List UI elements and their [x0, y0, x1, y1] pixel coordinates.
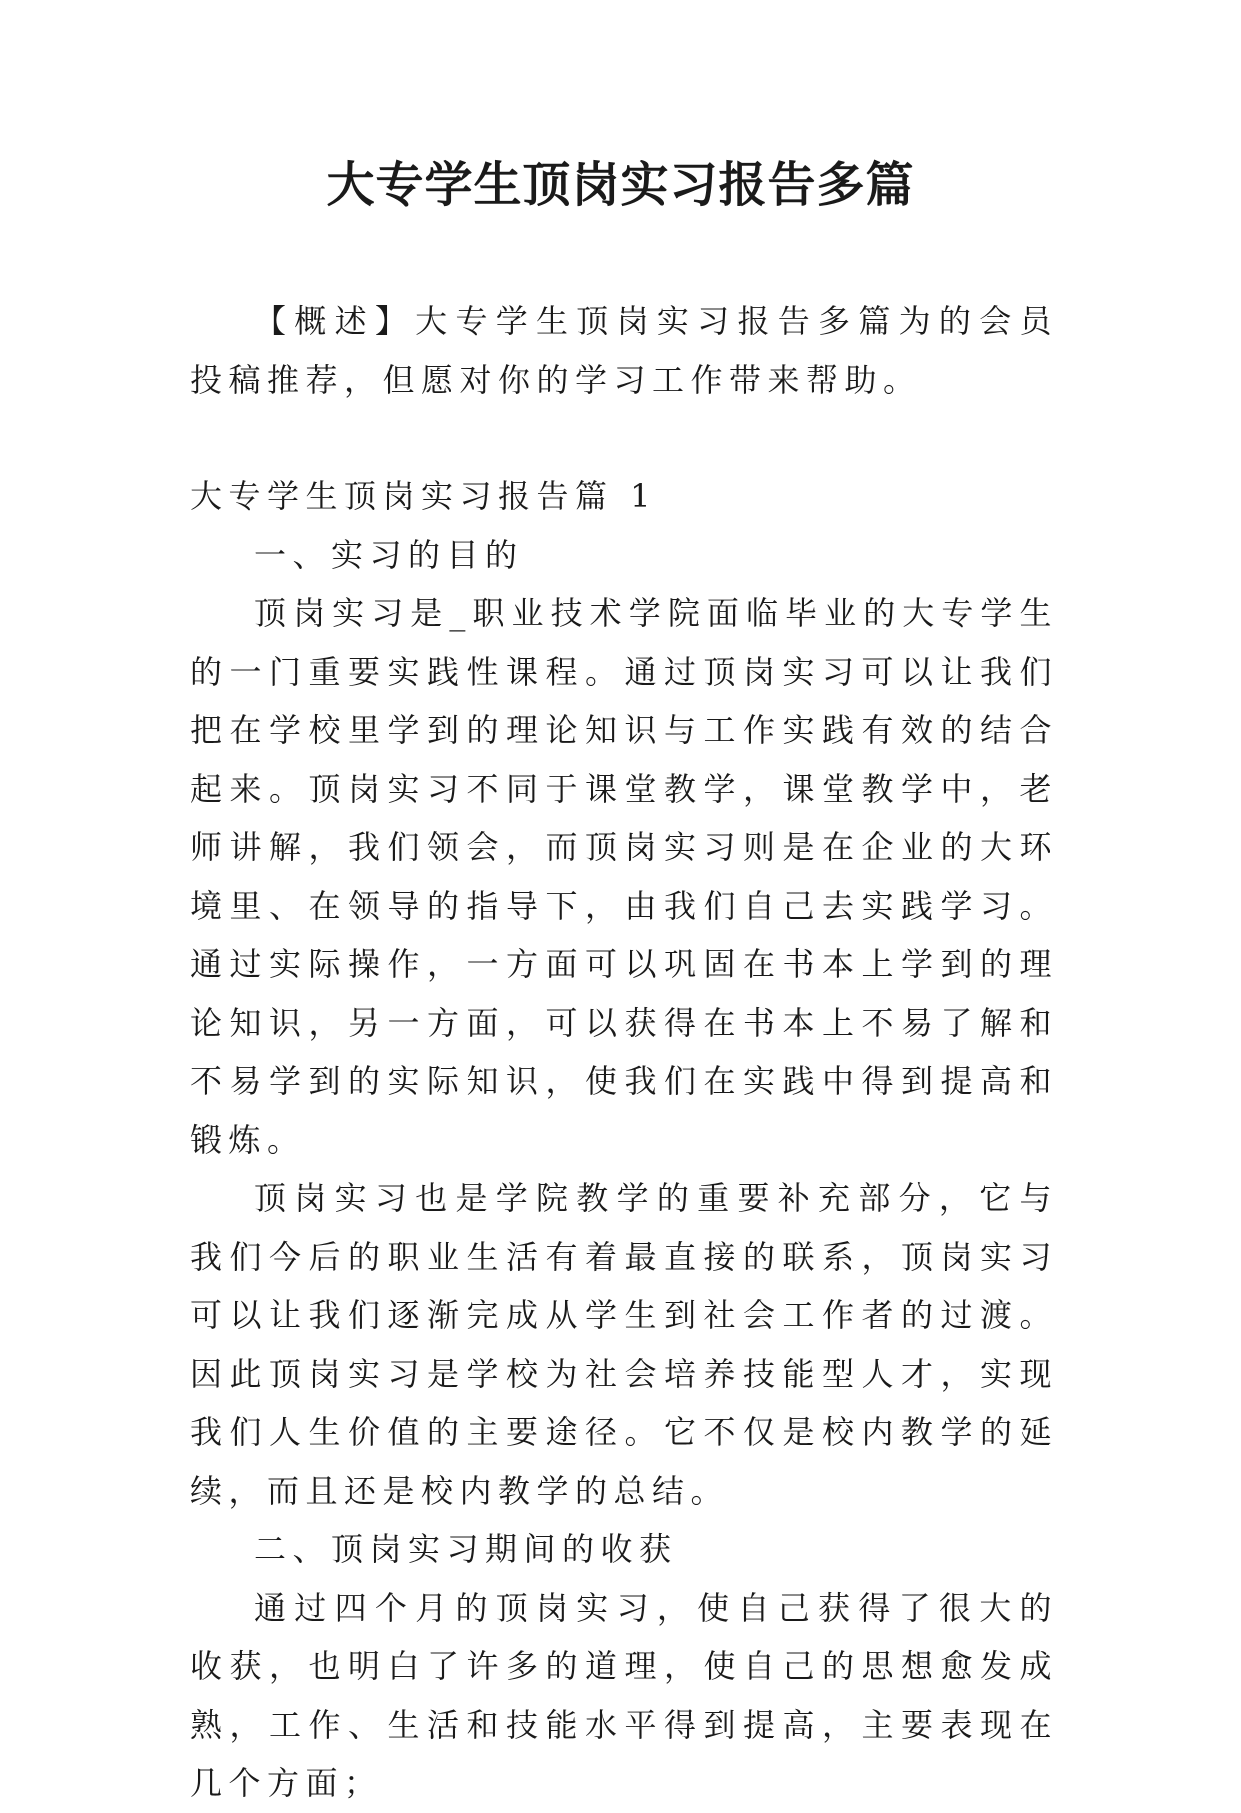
section-heading-gains: 二、顶岗实习期间的收获	[254, 1530, 678, 1568]
section-heading-purpose: 一、实习的目的	[254, 535, 524, 574]
summary-paragraph: 【概述】大专学生顶岗实习报告多篇为的会员投稿推荐，但愿对你的学习工作带来帮助。	[190, 302, 1058, 399]
body-paragraph: 通过四个月的顶岗实习，使自己获得了很大的收获，也明白了许多的道理，使自己的思想愈发成熟，工作、生活和技能水平得到提高，主要表现在几个方面；	[190, 1588, 1058, 1802]
document-body	[190, 292, 1058, 1813]
document-title: 大专学生顶岗实习报告多篇	[326, 157, 915, 213]
body-paragraph: 顶岗实习是_职业技术学院面临毕业的大专学生的一门重要实践性课程。通过顶岗实习可以让我们把在学校里学到的理论知识与工作实践有效的结合起来。顶岗实习不同于课堂教学，课堂教学中，老师讲解，我们领会，而顶岗实习则是在企业的大环境里、在领导的指导下，由我们自己去实践学习。通过实际操作，一方面可以巩固在书本上学到的理论知识，另一方面，可以获得在书本上不易了解和不易学到的实际知识，使我们在实践中得到提高和锻炼。	[190, 594, 1058, 1159]
body-paragraph: 顶岗实习也是学院教学的重要补充部分，它与我们今后的职业生活有着最直接的联系，顶岗实习可以让我们逐渐完成从学生到社会工作者的过渡。因此顶岗实习是学校为社会培养技能型人才，实现我们人生价值的主要途径。它不仅是校内教学的延续，而且还是校内教学的总结。	[190, 1179, 1058, 1510]
chapter-heading: 大专学生顶岗实习报告篇 1	[190, 477, 658, 515]
